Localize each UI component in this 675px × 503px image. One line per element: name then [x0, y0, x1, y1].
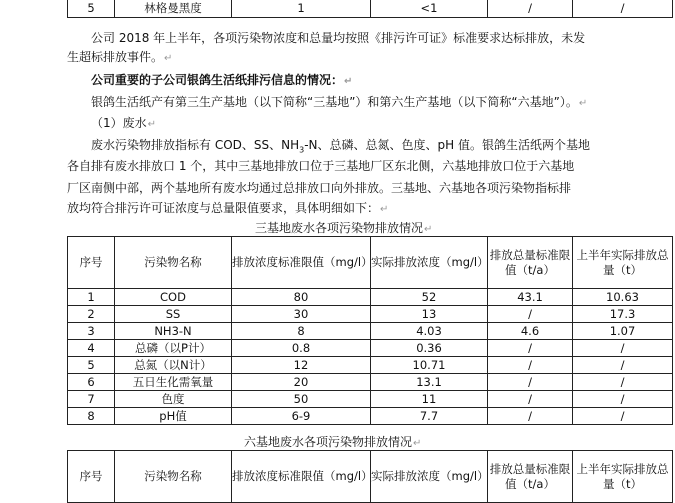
table-cell-std: 6-9 [232, 408, 371, 425]
table-row [68, 306, 673, 323]
table1-header-actual: 实际排放浓度（mg/l） [371, 237, 488, 289]
table-cell-total: 4.6 [488, 323, 573, 340]
cell-total: / [488, 0, 573, 18]
table2-header-actual: 实际排放浓度（mg/l） [371, 451, 488, 503]
cell-name: 林格曼黑度 [115, 0, 232, 18]
table-cell-total: / [488, 340, 573, 357]
cell-actual: <1 [371, 0, 488, 18]
table1-caption: 三基地废水各项污染物排放情况↵ [255, 221, 433, 235]
subsection-wastewater: （1）废水↵ [91, 116, 157, 130]
table-cell-actual: 52 [371, 289, 488, 306]
table-cell-total: / [488, 357, 573, 374]
table-cell-actual: 13.1 [371, 374, 488, 391]
paragraph-1-line-1: 公司 2018 年上半年，各项污染物浓度和总量均按照《排污许可证》标准要求达标排放，未发 [91, 31, 586, 45]
table-cell-name: 色度 [115, 391, 232, 408]
table-cell-half: / [573, 357, 673, 374]
table-cell-no: 1 [68, 289, 115, 306]
table-cell-total: / [488, 391, 573, 408]
cell-no: 5 [68, 0, 115, 18]
table-row [68, 374, 673, 391]
table1 [67, 236, 673, 425]
table-cell-half: 1.07 [573, 323, 673, 340]
table-cell-name: NH3-N [115, 323, 232, 340]
table-cell-actual: 0.36 [371, 340, 488, 357]
table-cell-actual: 4.03 [371, 323, 488, 340]
table-cell-total: / [488, 306, 573, 323]
paragraph-3-line-2: 各自排有废水排放口 1 个，其中三基地排放口位于三基地厂区东北侧，六基地排放口位于六基地 [67, 159, 575, 173]
table2-header-half: 上半年实际排放总量（t） [573, 451, 673, 503]
table2 [67, 450, 673, 503]
table1-header-total: 排放总量标准限值（t/a） [488, 237, 573, 289]
table-cell-no: 4 [68, 340, 115, 357]
table-cell-std: 30 [232, 306, 371, 323]
table-cell-std: 8 [232, 323, 371, 340]
table-cell-no: 5 [68, 357, 115, 374]
table1-header-no: 序号 [68, 237, 115, 289]
table-row [68, 408, 673, 425]
table-cell-name: COD [115, 289, 232, 306]
table2-header-no: 序号 [68, 451, 115, 503]
table-cell-name: 总磷（以P计） [115, 340, 232, 357]
table-cell-no: 2 [68, 306, 115, 323]
paragraph-3-line-1: 废水污染物排放指标有 COD、SS、$NH_3-N$、总磷、总氮、色度、pH 值。银鸽生活纸两个基地 [91, 138, 590, 155]
table2-header-name: 污染物名称 [115, 451, 232, 503]
paragraph-2: 银鸽生活纸产有第三生产基地（以下简称“三基地”）和第六生产基地（以下简称“六基地”）。↵ [91, 95, 588, 109]
table-cell-name: 总氮（以N计） [115, 357, 232, 374]
table-row [68, 289, 673, 306]
table-row [68, 340, 673, 357]
table-row [68, 391, 673, 408]
table1-header-name: 污染物名称 [115, 237, 232, 289]
table-cell-half: / [573, 391, 673, 408]
table-cell-total: 43.1 [488, 289, 573, 306]
table-cell-half: / [573, 408, 673, 425]
section-heading: 公司重要的子公司银鸽生活纸排污信息的情况：↵ [91, 73, 353, 87]
table-cell-actual: 7.7 [371, 408, 488, 425]
table-cell-name: SS [115, 306, 232, 323]
table-cell-std: 80 [232, 289, 371, 306]
table-cell-name: pH值 [115, 408, 232, 425]
table-row [68, 323, 673, 340]
table-cell-total: / [488, 408, 573, 425]
table-cell-actual: 11 [371, 391, 488, 408]
cell-half: / [573, 0, 673, 18]
table-cell-no: 3 [68, 323, 115, 340]
table-cell-total: / [488, 374, 573, 391]
table2-header-std: 排放浓度标准限值（mg/l） [232, 451, 371, 503]
table-cell-std: 20 [232, 374, 371, 391]
table-cell-half: 10.63 [573, 289, 673, 306]
cell-std: 1 [232, 0, 371, 18]
table-cell-half: 17.3 [573, 306, 673, 323]
table-cell-actual: 10.71 [371, 357, 488, 374]
table2-header-total: 排放总量标准限值（t/a） [488, 451, 573, 503]
table-row [68, 357, 673, 374]
paragraph-1-line-2: 生超标排放事件。↵ [67, 50, 173, 64]
table-cell-std: 12 [232, 357, 371, 374]
table-cell-no: 8 [68, 408, 115, 425]
table2-caption: 六基地废水各项污染物排放情况↵ [244, 435, 422, 449]
top-table-fragment [67, 0, 673, 18]
table-cell-name: 五日生化需氧量 [115, 374, 232, 391]
table-cell-no: 6 [68, 374, 115, 391]
table-cell-no: 7 [68, 391, 115, 408]
table-cell-half: / [573, 340, 673, 357]
paragraph-3-line-3: 厂区南侧中部，两个基地所有废水均通过总排放口向外排放。三基地、六基地各项污染物指标排 [67, 181, 572, 195]
table-cell-actual: 13 [371, 306, 488, 323]
table-cell-half: / [573, 374, 673, 391]
table1-header-half: 上半年实际排放总量（t） [573, 237, 673, 289]
paragraph-3-line-4: 放均符合排污许可证浓度与总量限值要求，具体明细如下：↵ [67, 201, 389, 215]
table1-header-std: 排放浓度标准限值（mg/l） [232, 237, 371, 289]
table-cell-std: 50 [232, 391, 371, 408]
table-cell-std: 0.8 [232, 340, 371, 357]
